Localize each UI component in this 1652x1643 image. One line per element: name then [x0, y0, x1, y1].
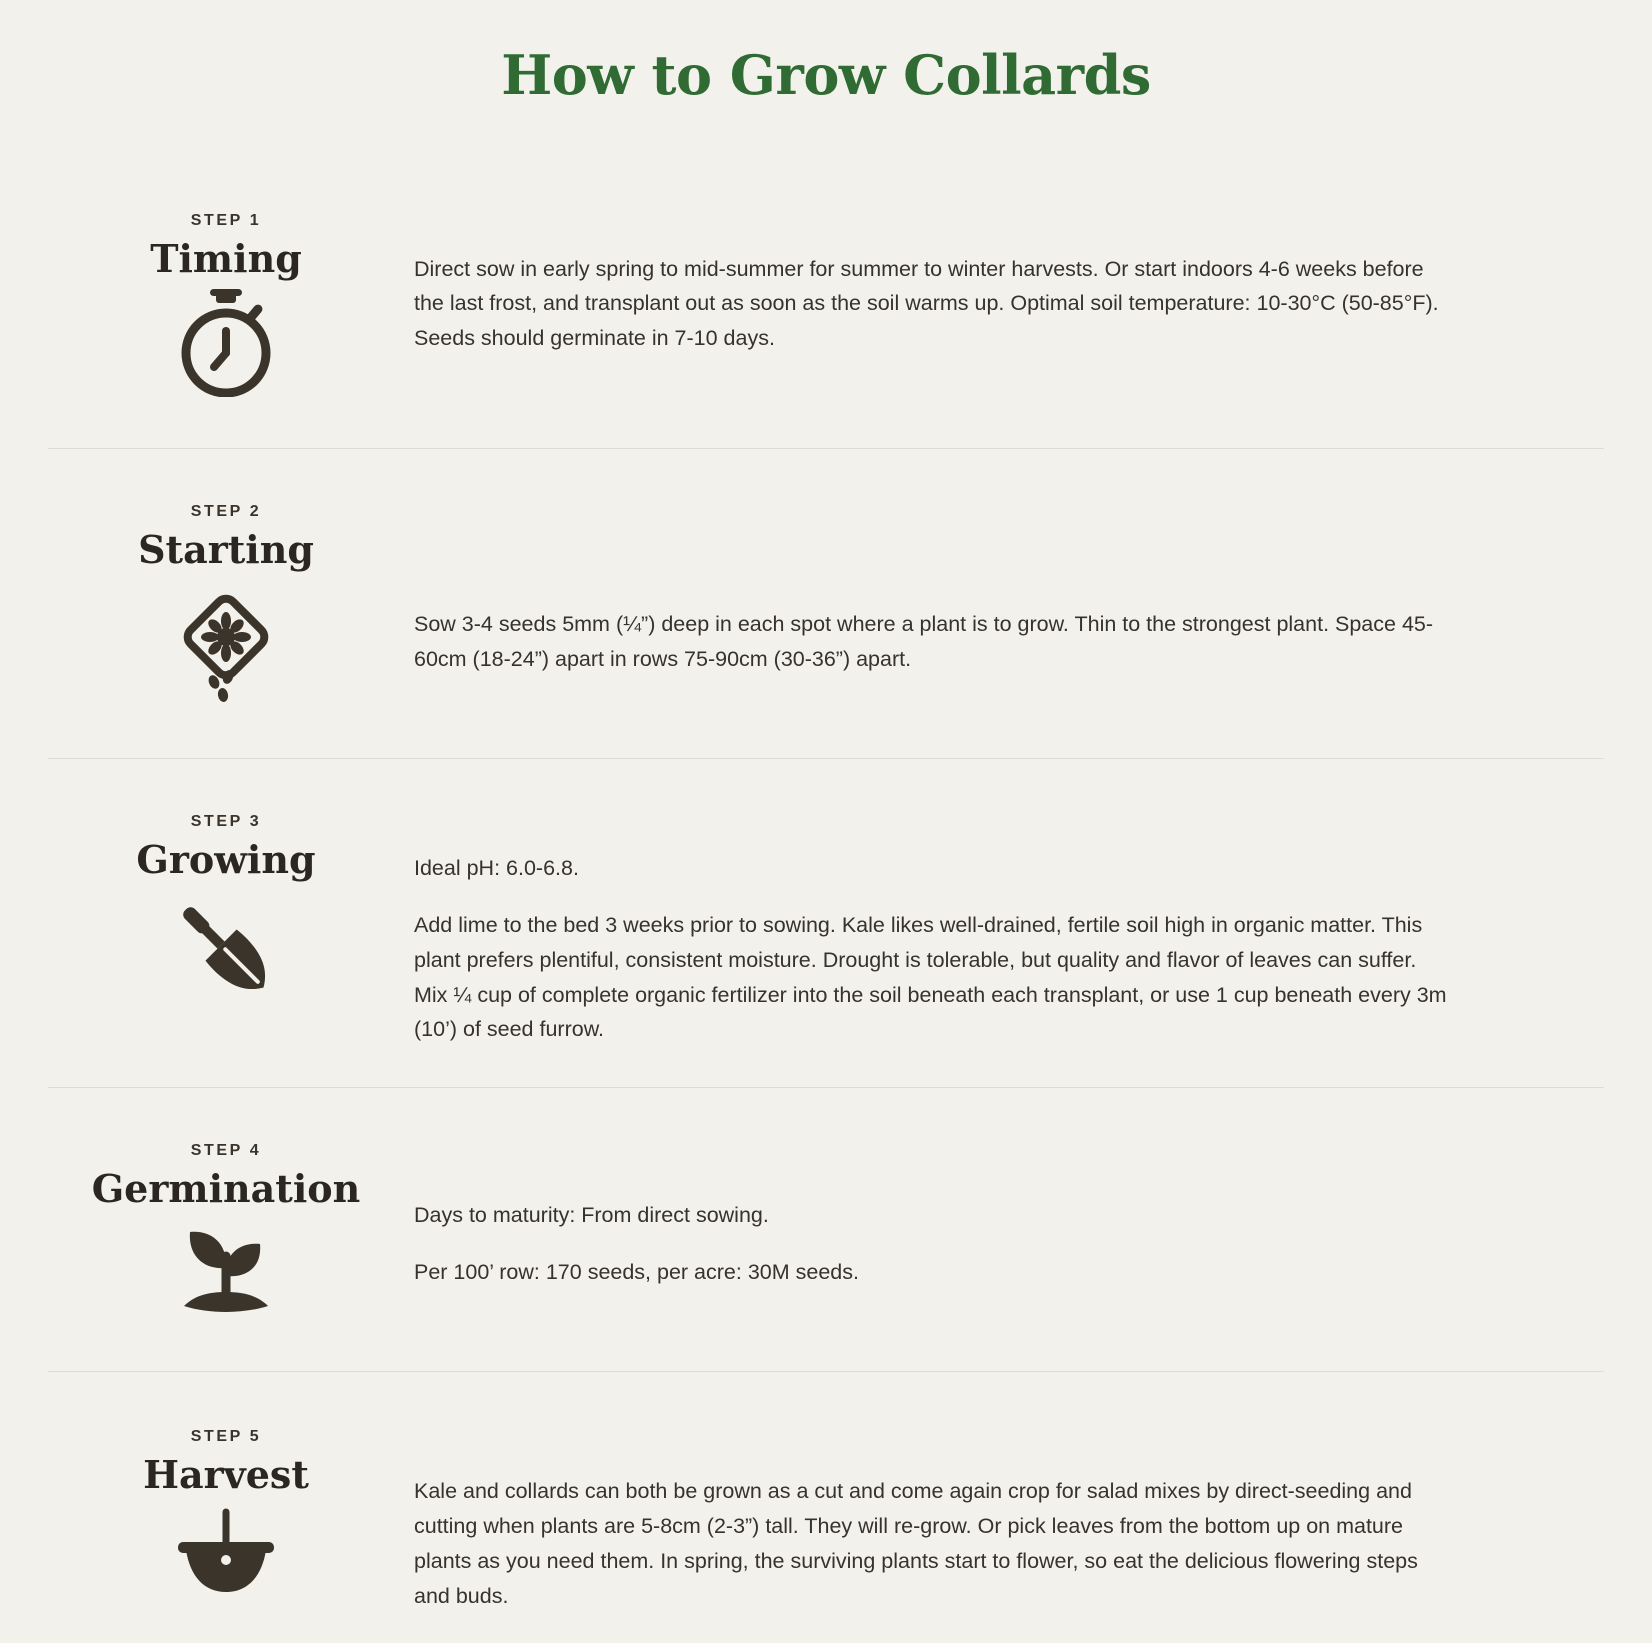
step-header-germination	[48, 1134, 404, 1325]
step-header-harvest	[48, 1420, 404, 1607]
step-number-label: STEP 4	[48, 1142, 404, 1160]
step-header-timing	[48, 204, 404, 403]
step-body-harvest	[404, 1420, 1604, 1613]
step-paragraph: Ideal pH: 6.0-6.8.	[414, 851, 1454, 886]
seedling-icon	[48, 1220, 404, 1325]
page-title: How to Grow Collards	[0, 0, 1652, 110]
step-body-growing	[404, 805, 1604, 1047]
step-row	[48, 1088, 1604, 1371]
step-row	[48, 198, 1604, 449]
step-title: Timing	[48, 238, 404, 280]
stopwatch-icon	[48, 289, 404, 402]
step-title: Germination	[48, 1168, 404, 1210]
step-header-growing	[48, 805, 404, 1014]
step-paragraph: Kale and collards can both be grown as a cut and come again crop for salad mixes by direct-seeding and cutting when plants are 5-8cm (2-3”) tall. They will re-grow. Or pick leaves from the bottom up on mature plants as you need them. In spring, the surviving plants start to flower, so eat the delicious flowering steps and buds.	[414, 1474, 1454, 1613]
step-paragraph: Per 100’ row: 170 seeds, per acre: 30M seeds.	[414, 1255, 1454, 1290]
step-body-germination	[404, 1134, 1604, 1290]
step-row	[48, 759, 1604, 1087]
step-title: Growing	[48, 839, 404, 881]
harvest-basket-icon	[48, 1506, 404, 1607]
trowel-icon	[48, 891, 404, 1014]
step-body-timing	[404, 204, 1604, 356]
step-body-starting	[404, 495, 1604, 677]
step-paragraph: Add lime to the bed 3 weeks prior to sowing. Kale likes well-drained, fertile soil high in organic matter. This plant prefers plentiful, consistent moisture. Drought is tolerable, but quality and flavor of leaves can suffer. Mix ¼ cup of complete organic fertilizer into the soil beneath each transplant, or use 1 cup beneath every 3m (10’) of seed furrow.	[414, 908, 1454, 1047]
step-row	[48, 1372, 1604, 1643]
step-title: Starting	[48, 529, 404, 571]
step-title: Harvest	[48, 1454, 404, 1496]
step-number-label: STEP 3	[48, 813, 404, 831]
step-header-starting	[48, 495, 404, 712]
step-number-label: STEP 1	[48, 212, 404, 230]
seed-packet-icon	[48, 581, 404, 712]
step-number-label: STEP 5	[48, 1428, 404, 1446]
step-row	[48, 449, 1604, 758]
step-paragraph: Direct sow in early spring to mid-summer for summer to winter harvests. Or start indoors 4-6 weeks before the last frost, and transplant out as soon as the soil warms up. Optimal soil temperature: 10-30°C (50-85°F). Seeds should germinate in 7-10 days.	[414, 252, 1454, 356]
step-paragraph: Sow 3-4 seeds 5mm (¼”) deep in each spot where a plant is to grow. Thin to the strongest plant. Space 45-60cm (18-24”) apart in rows 75-90cm (30-36”) apart.	[414, 607, 1454, 677]
step-paragraph: Days to maturity: From direct sowing.	[414, 1198, 1454, 1233]
step-number-label: STEP 2	[48, 503, 404, 521]
steps-list	[0, 198, 1652, 1643]
